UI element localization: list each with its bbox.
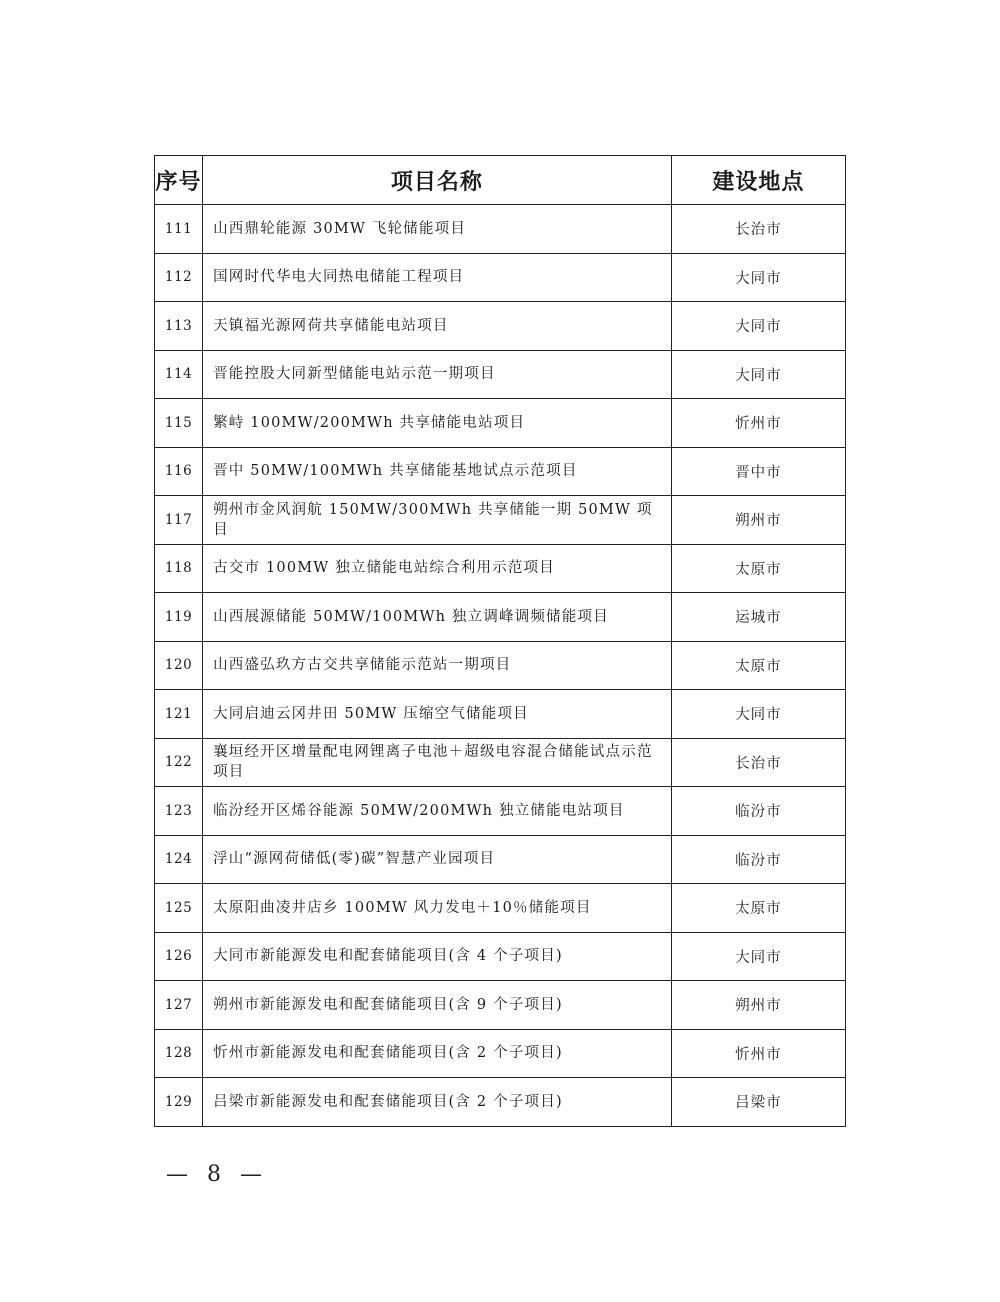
table-row [155,738,846,787]
table-row [155,1029,846,1078]
row-project-name: 大同启迪云冈井田 50MW 压缩空气储能项目 [203,690,672,739]
row-location: 大同市 [671,350,845,399]
project-table [154,155,846,1127]
row-location: 太原市 [671,884,845,933]
table-row [155,253,846,302]
row-serial-number: 114 [155,350,203,399]
row-serial-number: 111 [155,205,203,254]
row-project-name: 晋中 50MW/100MWh 共享储能基地试点示范项目 [203,447,672,496]
table-row [155,641,846,690]
row-serial-number: 129 [155,1078,203,1127]
row-serial-number: 113 [155,302,203,351]
row-project-name: 古交市 100MW 独立储能电站综合利用示范项目 [203,544,672,593]
table-row [155,981,846,1030]
row-location: 大同市 [671,690,845,739]
row-project-name: 太原阳曲凌井店乡 100MW 风力发电＋10％储能项目 [203,884,672,933]
table-row [155,399,846,448]
row-serial-number: 118 [155,544,203,593]
row-location: 朔州市 [671,496,845,545]
table-row [155,544,846,593]
row-location: 长治市 [671,205,845,254]
row-location: 大同市 [671,932,845,981]
row-location: 吕梁市 [671,1078,845,1127]
row-project-name: 山西鼎轮能源 30MW 飞轮储能项目 [203,205,672,254]
row-serial-number: 120 [155,641,203,690]
row-serial-number: 121 [155,690,203,739]
row-project-name: 繁峙 100MW/200MWh 共享储能电站项目 [203,399,672,448]
row-project-name: 忻州市新能源发电和配套储能项目(含 2 个子项目) [203,1029,672,1078]
row-location: 朔州市 [671,981,845,1030]
row-serial-number: 124 [155,835,203,884]
row-location: 大同市 [671,302,845,351]
row-serial-number: 123 [155,787,203,836]
table-row [155,496,846,545]
row-serial-number: 117 [155,496,203,545]
row-project-name: 大同市新能源发电和配套储能项目(含 4 个子项目) [203,932,672,981]
table-row [155,205,846,254]
row-location: 太原市 [671,641,845,690]
row-serial-number: 122 [155,738,203,787]
row-serial-number: 127 [155,981,203,1030]
row-project-name: 临汾经开区烯谷能源 50MW/200MWh 独立储能电站项目 [203,787,672,836]
table-row [155,593,846,642]
row-serial-number: 125 [155,884,203,933]
row-location: 忻州市 [671,1029,845,1078]
row-project-name: 吕梁市新能源发电和配套储能项目(含 2 个子项目) [203,1078,672,1127]
row-location: 长治市 [671,738,845,787]
table-row [155,835,846,884]
table-row [155,884,846,933]
row-location: 忻州市 [671,399,845,448]
row-serial-number: 116 [155,447,203,496]
header-location: 建设地点 [671,156,845,205]
table-row [155,302,846,351]
row-project-name: 山西盛弘玖方古交共享储能示范站一期项目 [203,641,672,690]
row-location: 大同市 [671,253,845,302]
row-location: 运城市 [671,593,845,642]
row-serial-number: 115 [155,399,203,448]
row-project-name: 浮山“源网荷储低(零)碳”智慧产业园项目 [203,835,672,884]
row-project-name: 朔州市金风润航 150MW/300MWh 共享储能一期 50MW 项目 [203,496,672,545]
page-number: — 8 — [166,1162,268,1187]
row-project-name: 山西展源储能 50MW/100MWh 独立调峰调频储能项目 [203,593,672,642]
table-row [155,690,846,739]
row-location: 临汾市 [671,787,845,836]
table-row [155,350,846,399]
table-row [155,447,846,496]
table-row [155,932,846,981]
table-row [155,1078,846,1127]
table-header-row [155,156,846,205]
row-location: 晋中市 [671,447,845,496]
row-serial-number: 112 [155,253,203,302]
row-serial-number: 119 [155,593,203,642]
row-location: 太原市 [671,544,845,593]
row-project-name: 朔州市新能源发电和配套储能项目(含 9 个子项目) [203,981,672,1030]
row-project-name: 国网时代华电大同热电储能工程项目 [203,253,672,302]
row-serial-number: 128 [155,1029,203,1078]
header-serial-number: 序号 [155,156,203,205]
row-project-name: 襄垣经开区增量配电网锂离子电池＋超级电容混合储能试点示范项目 [203,738,672,787]
row-project-name: 晋能控股大同新型储能电站示范一期项目 [203,350,672,399]
row-location: 临汾市 [671,835,845,884]
row-project-name: 天镇福光源网荷共享储能电站项目 [203,302,672,351]
table-body [155,205,846,1127]
table-row [155,787,846,836]
row-serial-number: 126 [155,932,203,981]
header-project-name: 项目名称 [203,156,672,205]
